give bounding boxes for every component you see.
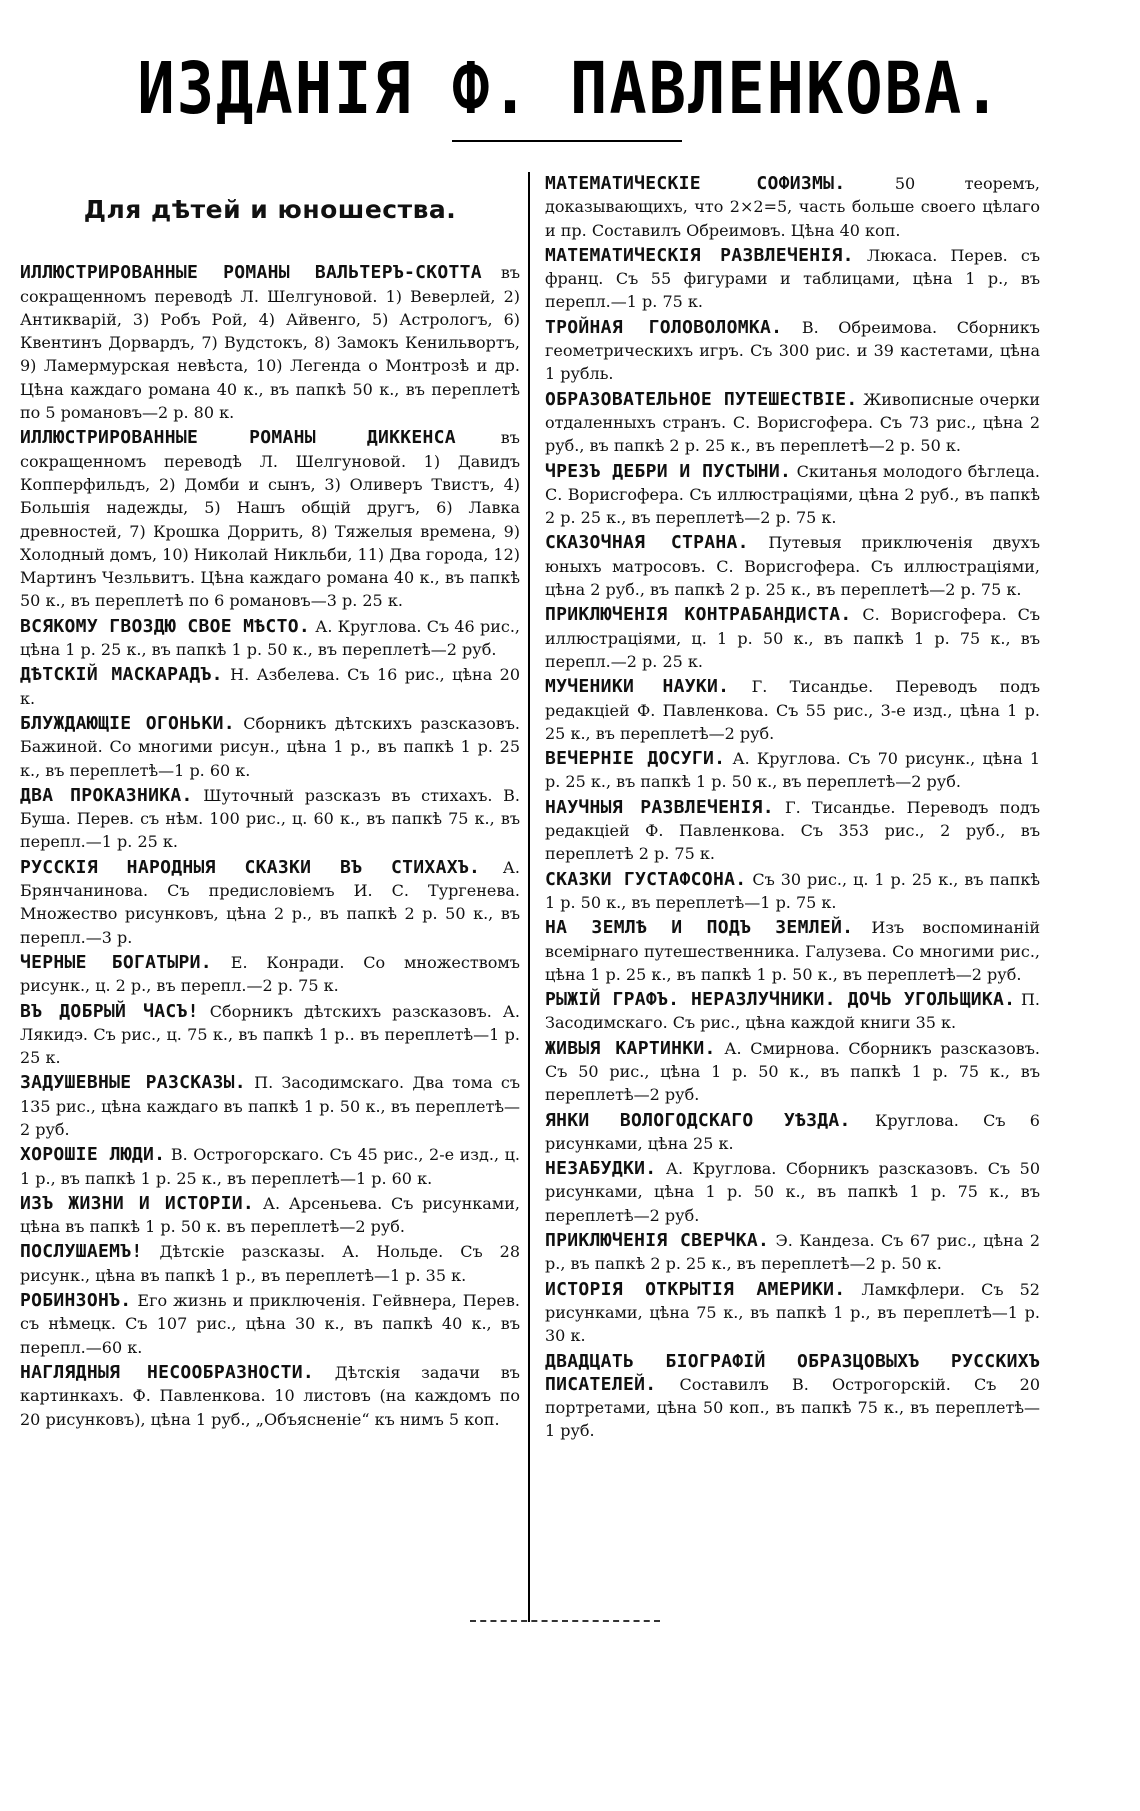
entry-title: ВЕЧЕРНІЕ ДОСУГИ. [545,748,726,770]
page-title: ИЗДАНІЯ Ф. ПАВЛЕНКОВА. [137,46,1003,131]
entry-description: Составилъ В. Острогорскій. Съ 20 портретами, цѣна 50 коп., въ папкѣ 75 к., въ переплетѣ—1 руб. [545,1374,1040,1441]
catalog-entry [545,1109,1040,1156]
catalog-entry [545,1350,1040,1443]
entry-description: А. Круглова. Съ 70 рисунк., цѣна 1 р. 25 к., въ папкѣ 1 р. 50 к., въ переплетѣ—2 руб. [545,749,1040,792]
catalog-entry [20,261,520,424]
catalog-entry [20,663,520,710]
catalog-entry [545,1278,1040,1348]
entry-description: Дѣтскіе разсказы. А. Нольде. Съ 28 рисунк., цѣна въ папкѣ 1 р., въ переплетѣ—1 р. 35 к. [20,1242,520,1285]
catalog-entry [545,531,1040,601]
entry-title: НАГЛЯДНЫЯ НЕСООБРАЗНОСТИ. [20,1361,315,1383]
catalog-entry [20,1071,520,1141]
entry-title: НЕЗАБУДКИ. [545,1158,657,1180]
entry-description: Путевыя приключенія двухъ юныхъ матросовъ. С. Ворисгофера. Съ иллюстраціями, цѣна 2 руб., въ папкѣ 2 р. 25 к., въ переплетѣ—2 р. 75 к. [545,533,1041,600]
entry-title: БЛУЖДАЮЩІЕ ОГОНЬКИ. [20,712,235,734]
catalog-entry [20,426,520,612]
catalog-entry [20,1143,520,1190]
entry-description: П. Засодимскаго. Два тома съ 135 рис., цѣна каждаго въ папкѣ 1 р. 50 к., въ переплетѣ—2 руб. [20,1073,520,1139]
entry-title: ОБРАЗОВАТЕЛЬНОЕ ПУТЕШЕСТВІЕ. [545,388,858,410]
entry-description: А. Брянчанинова. Съ предисловіемъ И. С. Тургенева. Множество рисунковъ, цѣна 2 р., въ папкѣ 2 р. 50 к., въ перепл.—3 р. [20,857,520,947]
entry-title: ИЗЪ ЖИЗНИ И ИСТОРІИ. [20,1192,255,1214]
catalog-entry [20,951,520,998]
catalog-entry [545,388,1040,458]
catalog-entry [545,796,1040,866]
entry-description: Н. Азбелева. Съ 16 рис., цѣна 20 к. [20,665,521,708]
catalog-entry [545,603,1040,673]
entry-title: НАУЧНЫЯ РАЗВЛЕЧЕНІЯ. [545,796,774,818]
catalog-entry [20,1240,520,1287]
entry-title: ЖИВЫЯ КАРТИНКИ. [545,1037,716,1059]
catalog-entry [20,1361,520,1431]
catalog-entry [20,856,520,949]
catalog-entry [545,988,1040,1035]
entry-description: Круглова. Съ 6 рисунками, цѣна 25 к. [545,1110,1040,1153]
entry-title: РОБИНЗОНЪ. [20,1290,132,1312]
entry-description: Съ 30 рис., ц. 1 р. 25 к., въ папкѣ 1 р. 50 к., въ переплетѣ—1 р. 75 к. [545,869,1041,912]
entry-description: А. Круглова. Съ 46 рис., цѣна 1 р. 25 к., въ папкѣ 1 р. 50 к., въ переплетѣ—2 руб. [20,616,520,660]
entry-title: ПРИКЛЮЧЕНІЯ КОНТРАБАНДИСТА. [545,604,852,626]
catalog-entry [20,1000,520,1070]
entry-title: ПОСЛУШАЕМЪ! [20,1241,143,1263]
entry-title: СКАЗКИ ГУСТАФСОНА. [545,868,747,890]
catalog-entry [545,172,1040,242]
catalog-entry [545,1229,1040,1276]
entry-description: Изъ воспоминаній всемірнаго путешественника. Галузева. Со многими рис., цѣна 1 р. 25 к., въ папкѣ 1 р. 50 к., въ переплетѣ—2 руб. [545,918,1041,984]
entry-title: РУССКІЯ НАРОДНЫЯ СКАЗКИ ВЪ СТИХАХЪ. [20,856,481,878]
catalog-entry [545,747,1040,794]
right-entries [545,172,1040,1443]
entry-description: А. Смирнова. Сборникъ разсказовъ. Съ 50 рис., цѣна 1 р. 50 к., въ папкѣ 1 р. 75 к., въ переплетѣ—2 руб. [545,1038,1040,1105]
entry-title: ДВА ПРОКАЗНИКА. [20,784,193,806]
entry-title: ЗАДУШЕВНЫЕ РАЗСКАЗЫ. [20,1072,246,1094]
entry-title: ДВАДЦАТЬ БІОГРАФІЙ ОБРАЗЦОВЫХЪ РУССКИХЪ ПИСАТЕЛЕЙ. [545,1350,1040,1395]
catalog-entry [545,460,1040,530]
entry-description: Дѣтскія задачи въ картинкахъ. Ф. Павленкова. 10 листовъ (на каждомъ по 20 рисунковъ), цѣна 1 руб., „Объясненіе“ къ нимъ 5 коп. [20,1362,520,1429]
entry-description: Э. Кандеза. Съ 67 рис., цѣна 2 р., въ папкѣ 2 р. 25 к., въ переплетѣ—2 р. 50 к. [545,1231,1040,1274]
entry-title: МАТЕМАТИЧЕСКІЕ СОФИЗМЫ. [545,173,846,194]
catalog-entry [545,244,1040,314]
entry-description: Живописные очерки отдаленныхъ странъ. С. Ворисгофера. Съ 73 рис., цѣна 2 руб., въ папкѣ 2 р. 25 к., въ переплетѣ—2 р. 50 к. [545,389,1040,456]
catalog-entry [20,784,520,854]
entry-description: въ сокращенномъ переводѣ Л. Шелгуновой. 1) Веверлей, 2) Антикварій, 3) Робъ Рой, 4) Айвенго, 5) Астрологъ, 6) Квентинъ Дорвардъ, 7) Вудстокъ, 8) Замокъ Кенильвортъ, 9) Ламермурская невѣста, 10) Легенда о Монтрозѣ и др. Цѣна каждаго романа 40 к., въ папкѣ 50 к., въ переплетѣ по 5 романовъ—2 р. 80 к. [20,263,521,423]
column-divider [528,172,530,1622]
catalog-entry [545,675,1040,745]
entry-description: Г. Тисандье. Переводъ подъ редакціей Ф. Павленкова. Съ 55 рис., 3-е изд., цѣна 1 р. 25 к., въ переплетѣ—2 руб. [545,677,1040,743]
catalog-entry [545,1037,1040,1107]
footer-rule [470,1620,660,1622]
left-column [20,172,520,1433]
entry-title: ТРОЙНАЯ ГОЛОВОЛОМКА. [545,316,783,338]
entry-description: Сборникъ дѣтскихъ разсказовъ. Бажиной. Со многими рисун., цѣна 1 р., въ папкѣ 1 р. 25 к., въ переплетѣ—1 р. 60 к. [20,713,520,780]
entry-description: А. Круглова. Сборникъ разсказовъ. Съ 50 рисунками, цѣна 1 р. 50 к., въ папкѣ 1 р. 75 к., въ переплетѣ—2 руб. [545,1159,1040,1225]
title-rule [452,140,682,142]
entry-title: МАТЕМАТИЧЕСКІЯ РАЗВЛЕЧЕНІЯ. [545,244,854,266]
entry-title: ХОРОШІЕ ЛЮДИ. [20,1144,166,1166]
entry-description: Г. Тисандье. Переводъ подъ редакціей Ф. Павленкова. Съ 353 рис., 2 руб., въ переплетѣ 2 р. 75 к. [545,797,1040,864]
entry-title: ИЛЛЮСТРИРОВАННЫЕ РОМАНЫ ВАЛЬТЕРЪ-СКОТТА [20,262,482,284]
entry-title: ИЛЛЮСТРИРОВАННЫЕ РОМАНЫ ДИККЕНСА [20,427,456,449]
entry-description: Люкаса. Перев. съ франц. Съ 55 фигурами и таблицами, цѣна 1 р., въ перепл.—1 р. 75 к. [545,245,1040,312]
catalog-entry [20,615,520,662]
entry-description: С. Ворисгофера. Съ иллюстраціями, ц. 1 р. 50 к., въ папкѣ 1 р. 75 к., въ перепл.—2 р. 25 к. [545,605,1041,671]
entry-description: П. Засодимскаго. Съ рис., цѣна каждой книги 35 к. [545,990,1040,1033]
entry-title: ПРИКЛЮЧЕНІЯ СВЕРЧКА. [545,1230,770,1252]
entry-title: ЧРЕЗЪ ДЕБРИ И ПУСТЫНИ. [545,460,792,482]
entry-description: В. Обреимова. Сборникъ геометрическихъ игръ. Съ 300 рис. и 39 кастетами, цѣна 1 рубль. [545,317,1040,384]
entry-title: ВСЯКОМУ ГВОЗДЮ СВОЕ МѢСТО. [20,615,310,637]
catalog-entry [545,316,1040,386]
left-entries [20,261,520,1431]
entry-title: РЫЖІЙ ГРАФЪ. НЕРАЗЛУЧНИКИ. ДОЧЬ УГОЛЬЩИКА. [545,989,1016,1011]
right-column [545,172,1040,1445]
entry-description: въ сокращенномъ переводѣ Л. Шелгуновой. 1) Давидъ Копперфильдъ, 2) Домби и сынъ, 3) Оливеръ Твистъ, 4) Большія надежды, 5) Нашъ общій другъ, 6) Лавка древностей, 7) Крошка Доррить, 8) Тяжелыя времена, 9) Холодный домъ, 10) Николай Никльби, 11) Два города, 12) Мартинъ Чезльвитъ. Цѣна каждаго романа 40 к., въ папкѣ 50 к., въ переплетѣ по 6 романовъ—3 р. 25 к. [20,428,520,611]
entry-title: ВЪ ДОБРЫЙ ЧАСЪ! [20,1000,199,1022]
entry-title: НА ЗЕМЛѢ И ПОДЪ ЗЕМЛЕЙ. [545,917,854,939]
catalog-entry [545,1157,1040,1227]
catalog-entry [20,1289,520,1359]
entry-title: СКАЗОЧНАЯ СТРАНА. [545,532,749,554]
entry-description: Сборникъ дѣтскихъ разсказовъ. А. Лякидэ. Съ рис., ц. 75 к., въ папкѣ 1 р.. въ переплетѣ—1 р. 25 к. [20,1001,520,1068]
entry-title: ИСТОРІЯ ОТКРЫТІЯ АМЕРИКИ. [545,1278,846,1300]
entry-description: А. Арсеньева. Съ рисунками, цѣна въ папкѣ 1 р. 50 к. въ переплетѣ—2 руб. [20,1193,520,1237]
entry-title: ЯНКИ ВОЛОГОДСКАГО УѢЗДА. [545,1109,851,1131]
entry-description: Скитанья молодого бѣглеца. С. Ворисгофера. Съ иллюстраціями, цѣна 2 руб., въ папкѣ 2 р. 25 к., въ переплетѣ—2 р. 75 к. [545,461,1041,528]
entry-description: Шуточный разсказъ въ стихахъ. В. Буша. Перев. съ нѣм. 100 рис., ц. 60 к., въ папкѣ 75 к., въ перепл.—1 р. 25 к. [20,785,521,852]
catalog-entry [545,868,1040,915]
catalog-entry [20,1192,520,1239]
entry-description: 50 теоремъ, доказывающихъ, что 2×2=5, часть больше своего цѣлаго и пр. Составилъ Обреимовъ. Цѣна 40 коп. [545,174,1040,240]
catalog-entry [545,916,1040,986]
entry-description: Его жизнь и приключенія. Гейвнера, Перев. съ нѣмецк. Съ 107 рис., цѣна 30 к., въ папкѣ 40 к., въ перепл.—60 к. [20,1291,520,1357]
entry-title: ЧЕРНЫЕ БОГАТЫРИ. [20,951,212,973]
entry-description: Е. Конради. Со множествомъ рисунк., ц. 2 р., въ перепл.—2 р. 75 к. [20,952,520,996]
catalog-entry [20,712,520,782]
entry-description: Ламкфлери. Съ 52 рисунками, цѣна 75 к., въ папкѣ 1 р., въ переплетѣ—1 р. 30 к. [545,1279,1040,1346]
entry-title: ДѢТСКІЙ МАСКАРАДЪ. [20,664,223,686]
entry-description: В. Острогорскаго. Съ 45 рис., 2-е изд., ц. 1 р., въ папкѣ 1 р. 25 к., въ переплетѣ—1 р. 60 к. [20,1145,520,1188]
section-heading: Для дѣтей и юношества. [83,195,457,224]
entry-title: МУЧЕНИКИ НАУКИ. [545,676,730,698]
